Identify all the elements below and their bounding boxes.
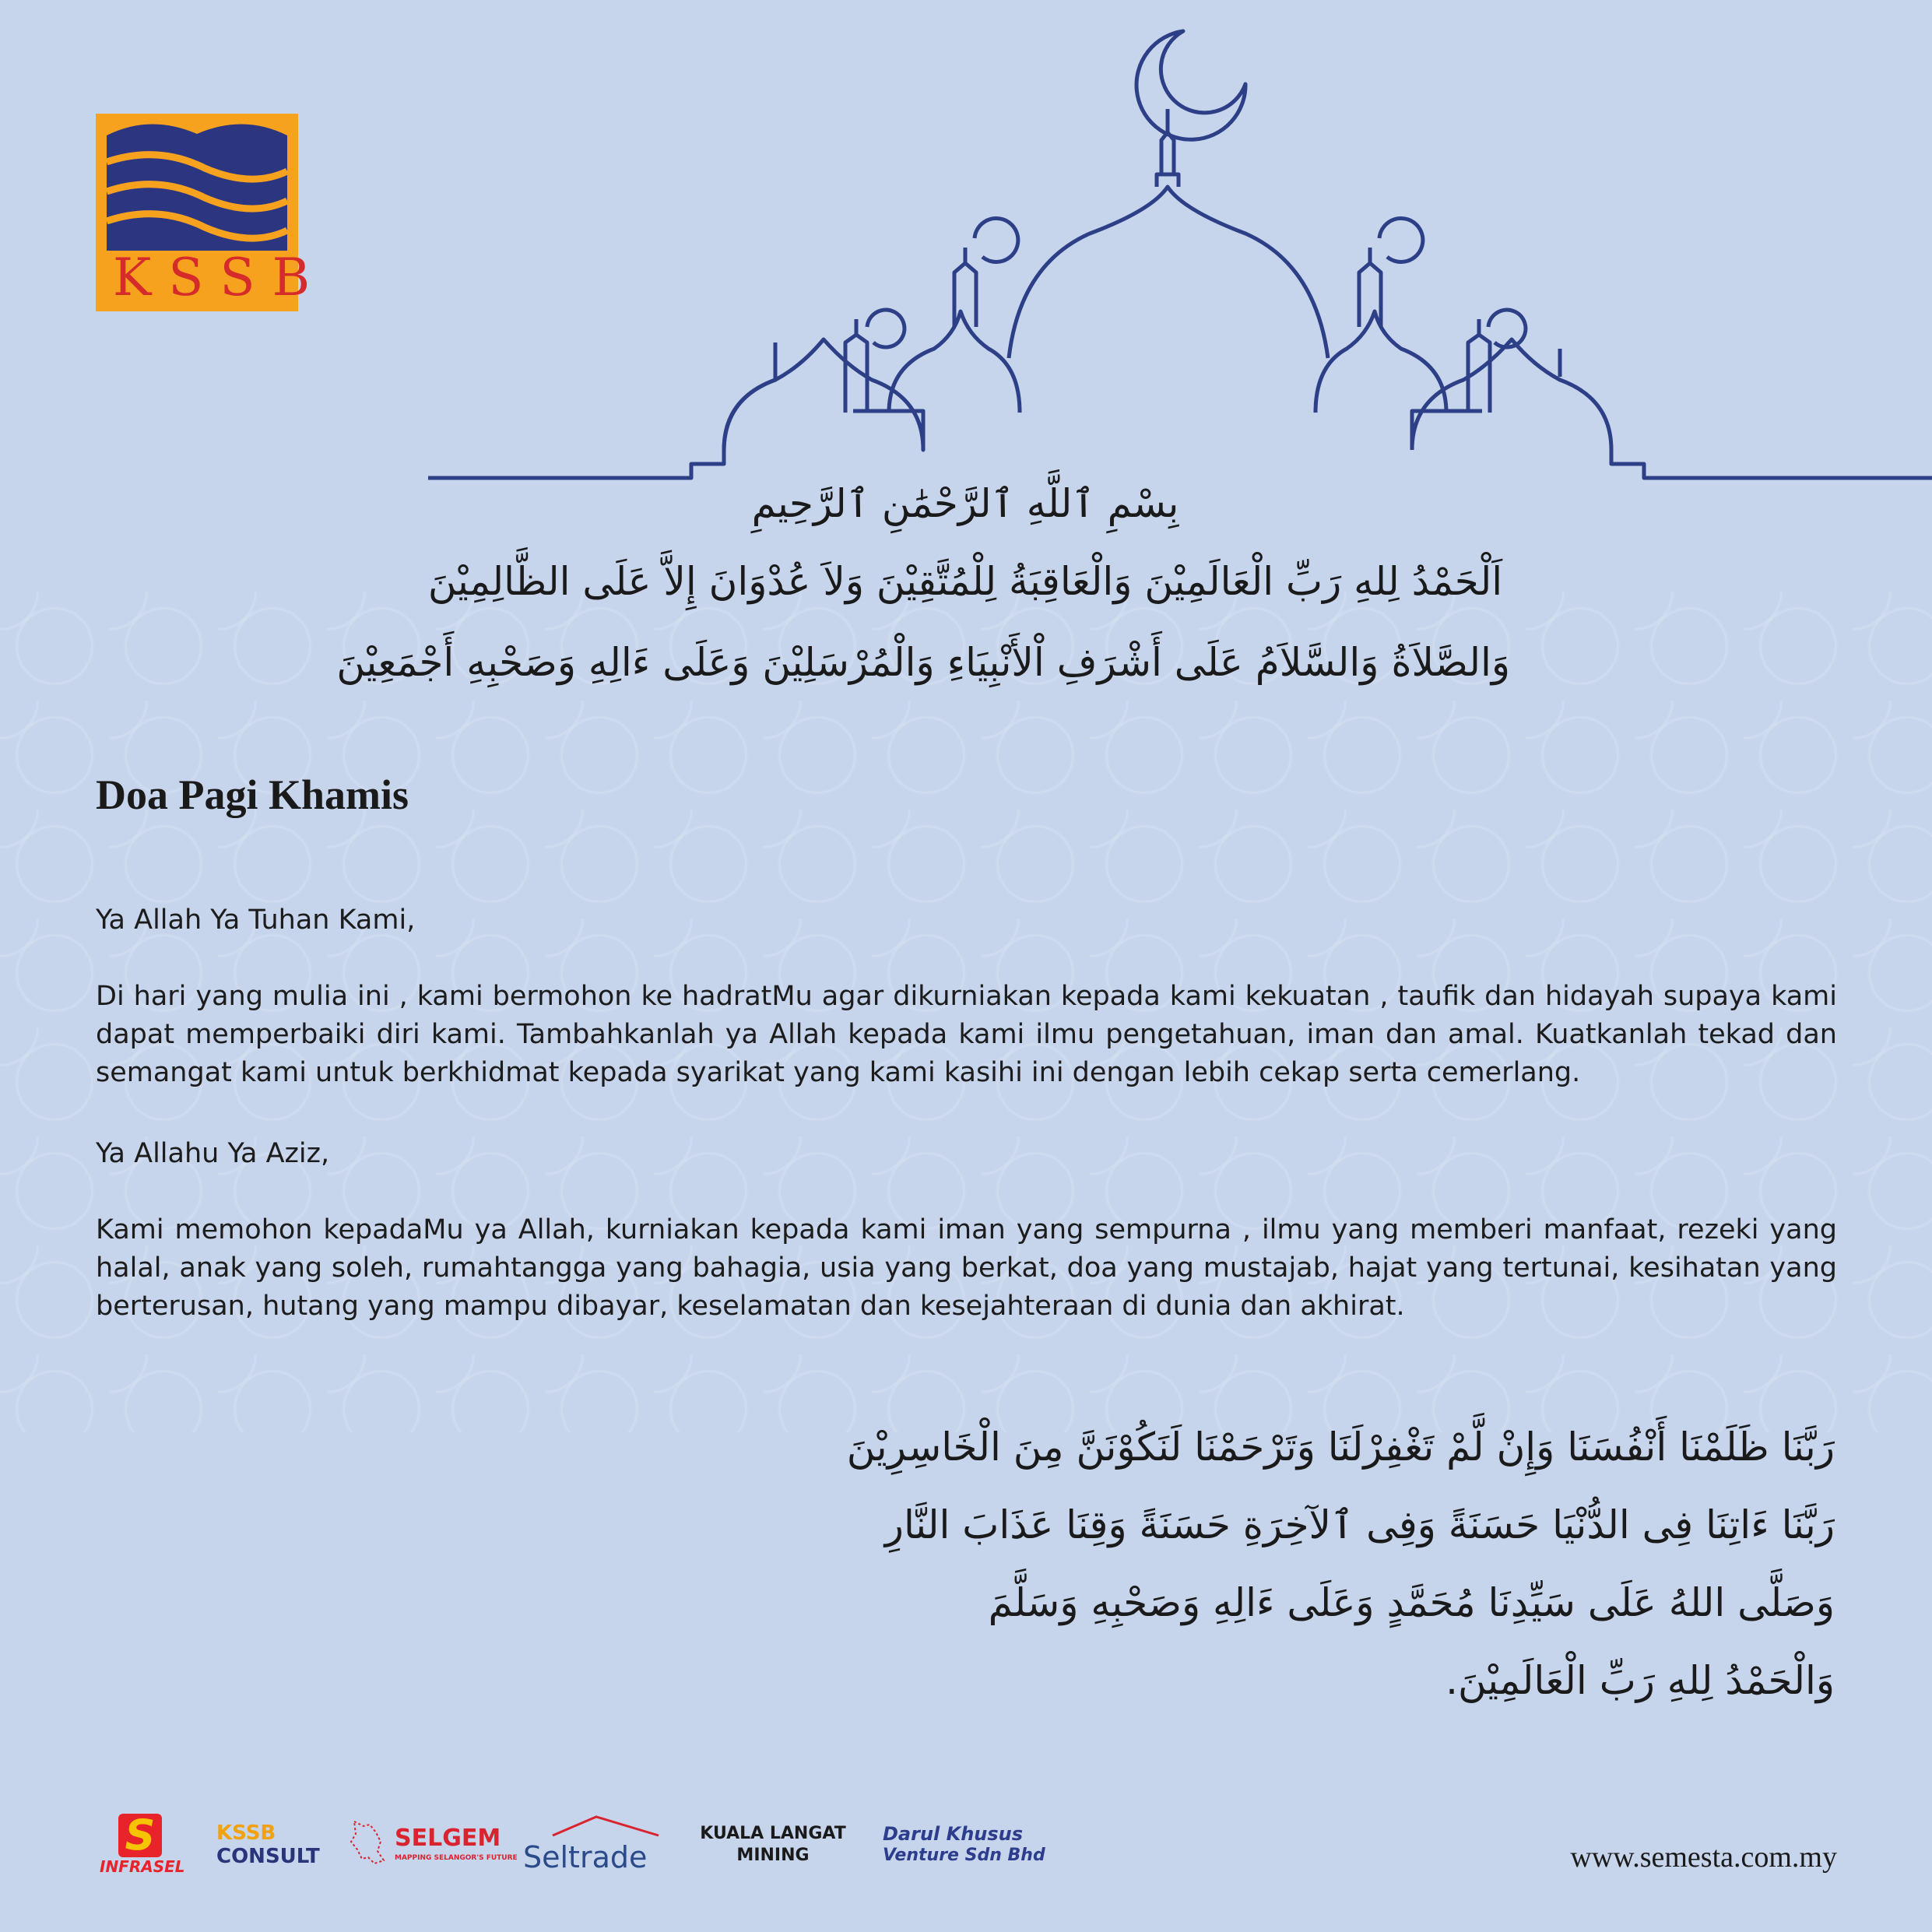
paragraph-3: Ya Allahu Ya Aziz, xyxy=(96,1138,330,1169)
seltrade-logo xyxy=(522,1814,662,1876)
website-link[interactable]: www.semesta.com.my xyxy=(1570,1841,1837,1874)
arabic-basmalah: بِسْمِ ٱللَّهِ ٱلرَّحْمَٰنِ ٱلرَّحِيمِ xyxy=(751,481,1179,526)
kssb-consult-logo xyxy=(216,1821,320,1884)
arabic-closing-line-4: وَالْحَمْدُ لِلهِ رَبِّ الْعَالَمِيْنَ. xyxy=(1445,1658,1835,1703)
infrasel-logo xyxy=(100,1811,185,1876)
infrasel-s-icon: S xyxy=(118,1814,162,1857)
selgem-logo xyxy=(346,1818,518,1881)
arabic-closing-line-2: رَبَّنَا ءَاتِنَا فِى الدُّنْيَا حَسَنَةً وَفِى ٱلآخِرَةِ حَسَنَةً وَقِنَا عَذَابَ النَّارِ xyxy=(884,1502,1835,1547)
arabic-closing-line-1: رَبَّنَا ظَلَمْنَا أَنْفُسَنَا وَإِنْ لَّمْ تَغْفِرْلَنَا وَتَرْحَمْنَا لَنَكُوْنَنَّ مِنَ الْخَاسِرِيْنَ xyxy=(846,1424,1835,1470)
kuala-langat-bottom: MINING xyxy=(736,1846,810,1865)
page-title: Doa Pagi Khamis xyxy=(96,771,409,818)
paragraph-2: Di hari yang mulia ini , kami bermohon ke hadratMu agar dikurniakan kepada kami kekuatan , taufik dan hidayah supaya kami dapat memperbaiki diri kami. Tambahkanlah ya Allah kepada kami ilmu pengetahuan, iman dan amal. Kuatkanlah tekad dan semangat kami untuk berkhidmat kepada syarikat yang kami kasihi ini dengan lebih cekap serta cemerlang. xyxy=(96,981,1837,1088)
arabic-closing-line-3: وَصَلَّى اللهُ عَلَى سَيِّدِنَا مُحَمَّدٍ وَعَلَى ءَالِهِ وَصَحْبِهِ وَسَلَّمَ xyxy=(988,1580,1835,1625)
paragraph-4: Kami memohon kepadaMu ya Allah, kurniakan kepada kami iman yang sempurna , ilmu yang memberi manfaat, rezeki yang halal, anak yang soleh, rumahtangga yang bahagia, usia yang berkat, doa yang mustajab, hajat yang tertunai, kesihatan yang berterusan, hutang yang mampu dibayar, keselamatan dan kesejahteraan di dunia dan akhirat. xyxy=(96,1214,1837,1322)
arabic-header-line-2: اَلْحَمْدُ لِلهِ رَبِّ الْعَالَمِيْنَ وَالْعَاقِبَةُ لِلْمُتَّقِيْنَ وَلاَ عُدْوَانَ إِلاَّ عَلَى الظَّالِمِيْنَ xyxy=(427,559,1503,604)
seltrade-label: Seltrade xyxy=(523,1840,648,1874)
kuala-langat-mining-logo xyxy=(695,1823,851,1885)
paragraph-1: Ya Allah Ya Tuhan Kami, xyxy=(96,905,416,936)
logo-text: KSSB xyxy=(113,248,328,307)
selgem-map-icon xyxy=(346,1818,390,1867)
darul-khusus-top: Darul Khusus xyxy=(883,1823,1024,1845)
selgem-tagline: MAPPING SELANGOR'S FUTURE xyxy=(395,1854,518,1862)
kssb-consult-bottom: CONSULT xyxy=(216,1845,320,1868)
mosque-outline xyxy=(0,0,1932,498)
darul-khusus-logo xyxy=(883,1823,1045,1885)
kuala-langat-top: KUALA LANGAT xyxy=(700,1824,846,1843)
infrasel-label: INFRASEL xyxy=(100,1857,185,1876)
arabic-header-line-3: وَالصَّلاَةُ وَالسَّلاَمُ عَلَى أَشْرَفِ اْلأَنْبِيَاءِ وَالْمُرْسَلِيْنَ وَعَلَى ءَالِهِ وَصَحْبِهِ أَجْمَعِيْنَ xyxy=(336,640,1510,685)
selgem-label: SELGEM xyxy=(395,1825,501,1852)
seltrade-roof-icon xyxy=(522,1814,662,1837)
darul-khusus-bottom: Venture Sdn Bhd xyxy=(883,1846,1045,1865)
kssb-consult-top: KSSB xyxy=(216,1821,276,1845)
